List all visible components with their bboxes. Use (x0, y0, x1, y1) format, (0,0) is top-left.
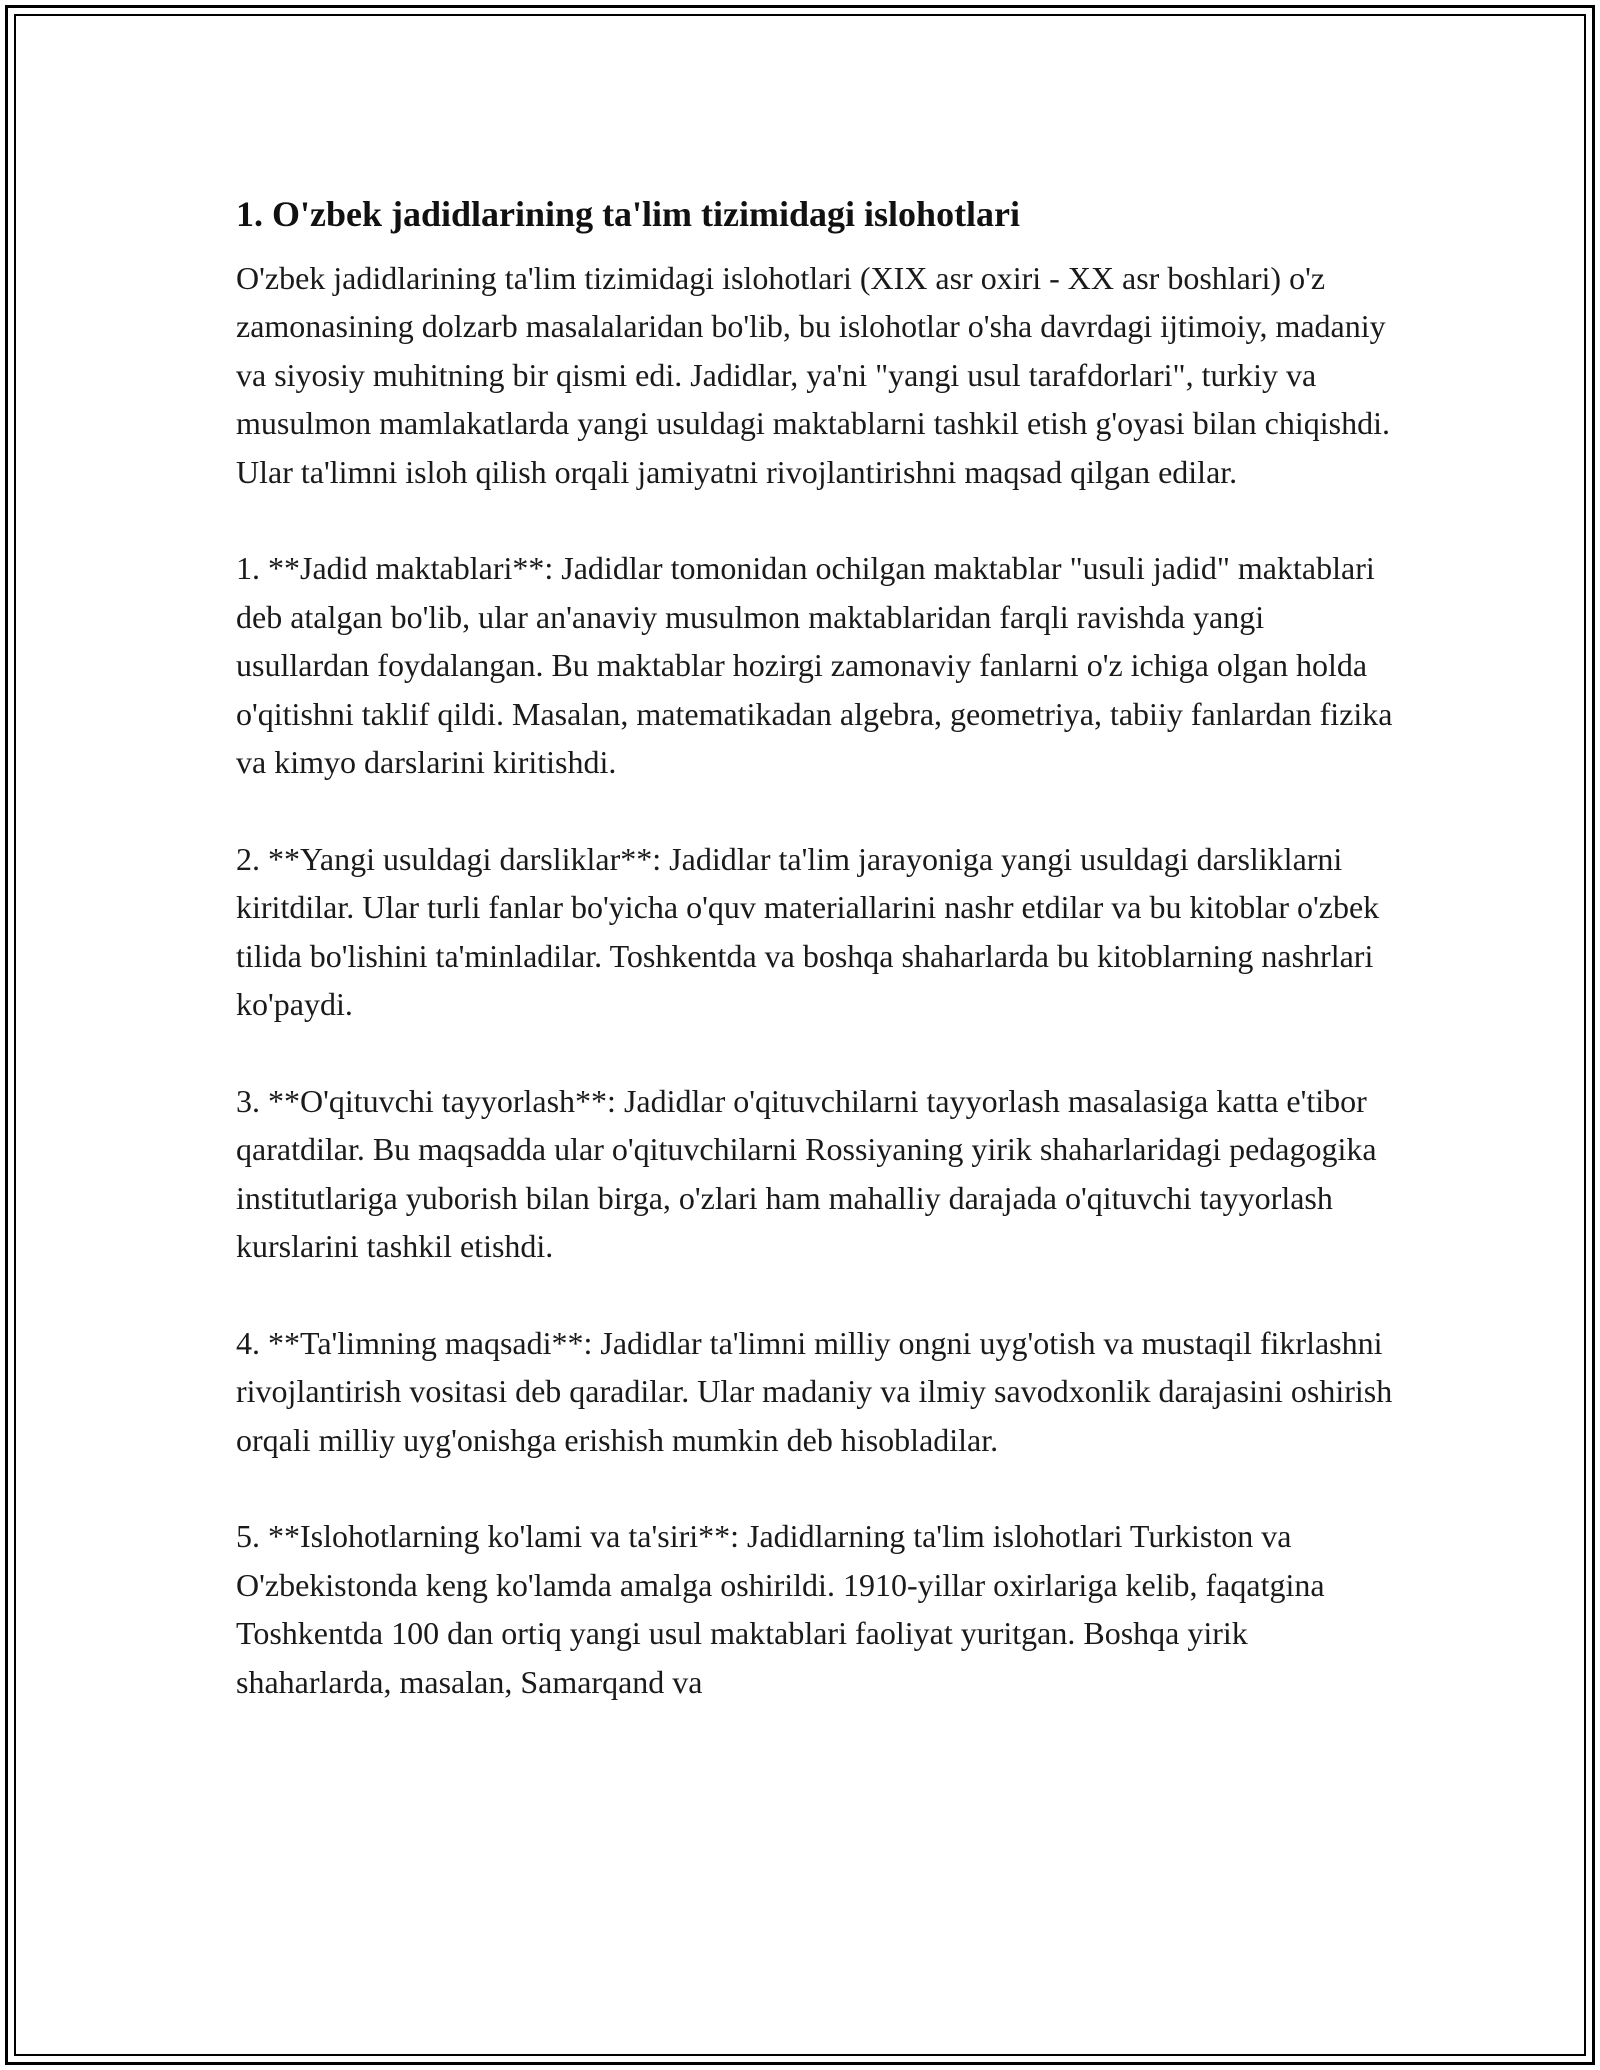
paragraph-education-goal: 4. **Ta'limning maqsadi**: Jadidlar ta'limni milliy ongni uyg'otish va mustaqil fikrlashni rivojlantirish vositasi deb qaradilar. Ular madaniy va ilmiy savodxonlik darajasini oshirish orqali milliy uyg'onishga erishish mumkin deb hisobladilar. (236, 1324, 1393, 1458)
paragraph-teacher-training: 3. **O'qituvchi tayyorlash**: Jadidlar o'qituvchilarni tayyorlash masalasiga katta e'tibor qaratdilar. Bu maqsadda ular o'qituvchilarni Rossiyaning yirik shaharlaridagi pedagogika institutlariga yuborish bilan birga, o'zlari ham mahalliy darajada o'qituvchi tayyorlash kurslarini tashkil etishdi. (236, 1082, 1377, 1265)
document-title: 1. O'zbek jadidlarining ta'lim tizimidagi islohotlari (236, 194, 1021, 234)
paragraph-reform-scope: 5. **Islohotlarning ko'lami va ta'siri**: Jadidlarning ta'lim islohotlari Turkiston va O'zbekistonda keng ko'lamda amalga oshirildi. 1910-yillar oxirlariga kelib, faqatgina Toshkentda 100 dan ortiq yangi usul maktablari faoliyat yuritgan. Boshqa yirik shaharlarda, masalan, Samarqand va (236, 1518, 1325, 1700)
intro-paragraph: O'zbek jadidlarining ta'lim tizimidagi islohotlari (XIX asr oxiri - XX asr boshlari) o'z zamonasining dolzarb masalalaridan bo'lib, bu islohotlar o'sha davrdagi ijtimoiy, madaniy va siyosiy muhitning bir qismi edi. Jadidlar, ya'ni "yangi usul tarafdorlari", turkiy va musulmon mamlakatlarda yangi usuldagi maktablarni tashkil etish g'oyasi bilan chiqishdi. Ular ta'limni isloh qilish orqali jamiyatni rivojlantirishni maqsad qilgan edilar. (236, 260, 1390, 490)
paragraph-jadid-schools: 1. **Jadid maktablari**: Jadidlar tomonidan ochilgan maktablar "usuli jadid" maktablari deb atalgan bo'lib, ular an'anaviy musulmon maktablaridan farqli ravishda yangi usullardan foydalangan. Bu maktablar hozirgi zamonaviy fanlarni o'z ichiga olgan holda o'qitishni taklif qildi. Masalan, matematikadan algebra, geometriya, tabiiy fanlardan fizika va kimyo darslarini kiritishdi. (236, 550, 1393, 781)
paragraph-new-textbooks: 2. **Yangi usuldagi darsliklar**: Jadidlar ta'lim jarayoniga yangi usuldagi darsliklarni kiritdilar. Ular turli fanlar bo'yicha o'quv materiallarini nashr etdilar va bu kitoblar o'zbek tilida bo'lishini ta'minladilar. Toshkentda va boshqa shaharlarda bu kitoblarning nashrlari ko'paydi. (236, 840, 1380, 1023)
document-body (236, 186, 1396, 1755)
